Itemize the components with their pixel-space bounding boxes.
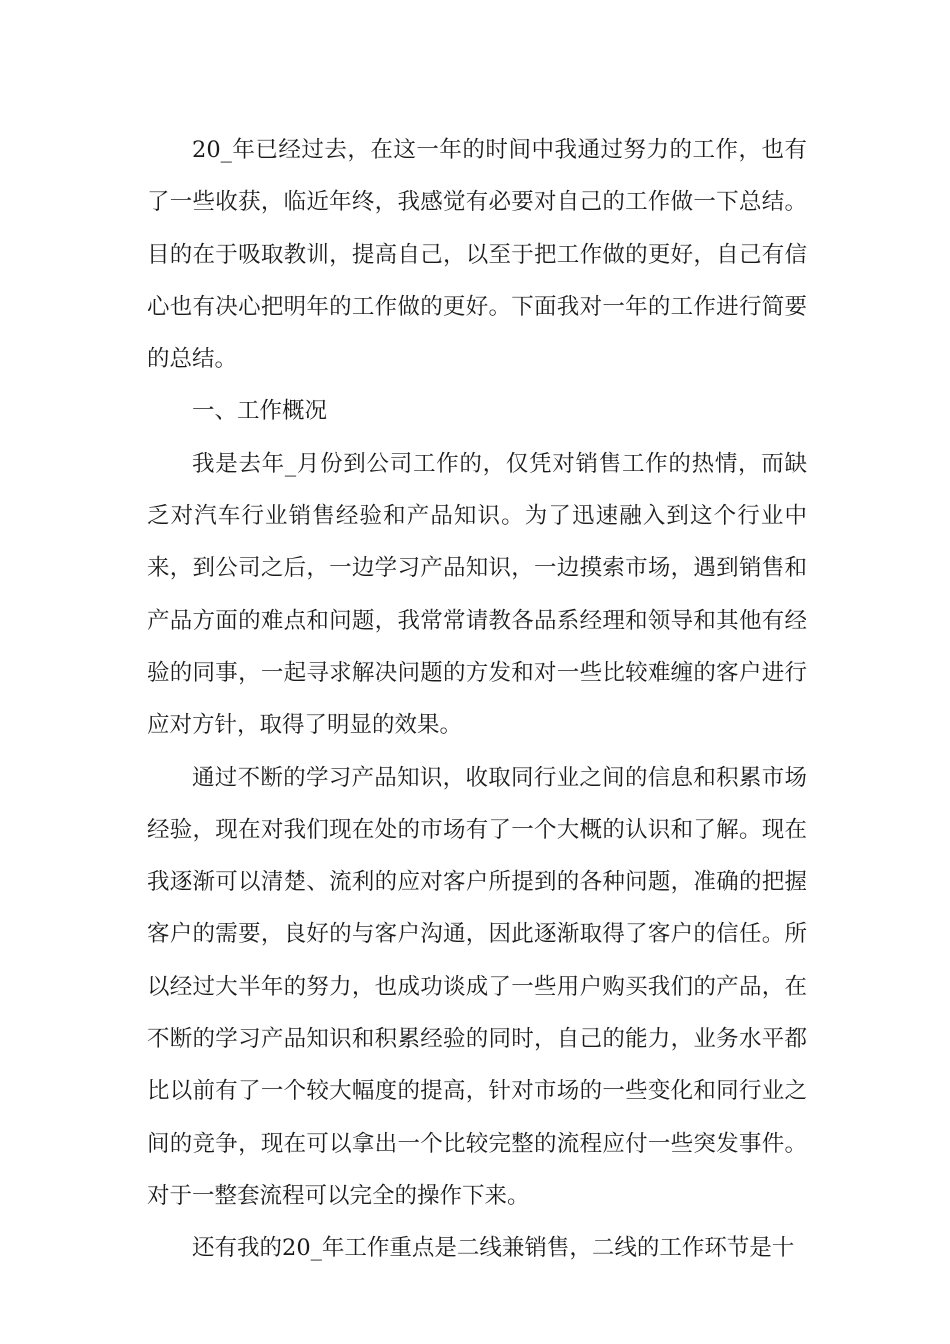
section-heading: 一、工作概况 <box>192 398 328 425</box>
body-paragraph-2: 通过不断的学习产品知识，收取同行业之间的信息和积累市场经验，现在对我们现在处的市场有了一个大概的认识和了解。现在我逐渐可以清楚、流利的应对客户所提到的各种问题，准确的把握客户的需要，良好的与客户沟通，因此逐渐取得了客户的信任。所以经过大半年的努力，也成功谈成了一些用户购买我们的产品，在不断的学习产品知识和积累经验的同时，自己的能力，业务水平都比以前有了一个较大幅度的提高，针对市场的一些变化和同行业之间的竞争，现在可以拿出一个比较完整的流程应付一些突发事件。对于一整套流程可以完全的操作下来。 <box>147 764 807 1209</box>
document-body <box>147 124 807 1275</box>
body-paragraph-1: 我是去年_月份到公司工作的，仅凭对销售工作的热情，而缺乏对汽车行业销售经验和产品知识。为了迅速融入到这个行业中来，到公司之后，一边学习产品知识，一边摸索市场，遇到销售和产品方面的难点和问题，我常常请教各品系经理和领导和其他有经验的同事，一起寻求解决问题的方发和对一些比较难缠的客户进行应对方针，取得了明显的效果。 <box>147 450 807 739</box>
intro-paragraph: 20_年已经过去，在这一年的时间中我通过努力的工作，也有了一些收获，临近年终，我感觉有必要对自己的工作做一下总结。目的在于吸取教训，提高自己，以至于把工作做的更好，自己有信心也有决心把明年的工作做的更好。下面我对一年的工作进行简要的总结。 <box>147 137 807 373</box>
body-paragraph-3: 还有我的20_年工作重点是二线兼销售，二线的工作环节是十 <box>192 1235 795 1262</box>
